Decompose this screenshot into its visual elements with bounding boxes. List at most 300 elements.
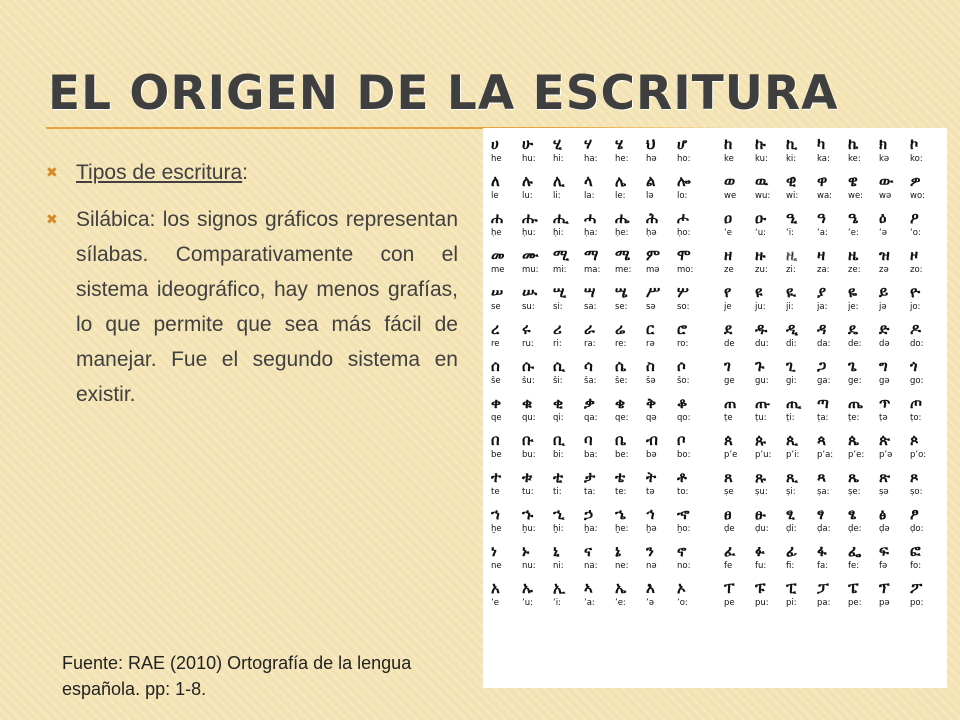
syllable-glyph: ል — [646, 172, 656, 190]
syllable-transliteration: gə — [879, 376, 890, 386]
syllable-glyph: ዛ — [817, 246, 826, 264]
syllable-transliteration: ʼi: — [553, 598, 561, 608]
syllable-transliteration: pʼo: — [910, 450, 927, 460]
syllable-transliteration: ʻa: — [817, 228, 828, 238]
syllable-glyph: ት — [646, 468, 657, 486]
syllabary-translit-row — [491, 376, 941, 393]
syllable-transliteration: gu: — [755, 376, 769, 386]
syllable-glyph: ፓ — [817, 579, 829, 597]
syllable-transliteration: ḍə — [879, 524, 890, 534]
syllable-glyph: ሴ — [615, 357, 627, 375]
syllable-glyph: ፅ — [879, 505, 887, 523]
syllable-transliteration: tu: — [522, 487, 534, 497]
syllable-glyph: ክ — [879, 135, 888, 153]
syllable-glyph: እ — [646, 579, 655, 597]
syllable-glyph: ፌ — [848, 542, 862, 560]
bullet-silabica — [46, 202, 458, 412]
syllable-glyph: ድ — [879, 320, 890, 338]
syllable-glyph: ፂ — [786, 505, 795, 523]
syllable-transliteration: ʻe — [724, 228, 732, 238]
syllable-glyph: ያ — [817, 283, 827, 301]
syllable-transliteration: go: — [910, 376, 924, 386]
syllable-glyph: ፁ — [755, 505, 766, 523]
syllable-transliteration: ḫə — [646, 524, 657, 534]
syllable-glyph: የ — [724, 283, 732, 301]
syllable-glyph: ጉ — [755, 357, 765, 375]
syllable-glyph: ይ — [879, 283, 889, 301]
syllable-transliteration: mi: — [553, 265, 567, 275]
syllable-glyph: ወ — [724, 172, 736, 190]
syllable-transliteration: ḍe: — [848, 524, 862, 534]
syllable-transliteration: bə — [646, 450, 657, 460]
column-gap — [708, 393, 724, 413]
syllable-glyph: ኮ — [910, 135, 919, 153]
syllable-glyph: ፄ — [848, 505, 857, 523]
syllable-glyph: ከ — [724, 135, 733, 153]
syllable-transliteration: ta: — [584, 487, 596, 497]
syllable-transliteration: də — [879, 339, 890, 349]
syllable-transliteration: pa: — [817, 598, 831, 608]
syllable-glyph: ሬ — [615, 320, 626, 338]
syllable-transliteration: ṭa: — [817, 413, 829, 423]
syllable-glyph: ሢ — [553, 283, 567, 301]
syllable-transliteration: mo: — [677, 265, 694, 275]
ethiopic-syllabary-image — [483, 128, 947, 688]
syllable-transliteration: su: — [522, 302, 535, 312]
syllable-transliteration: wa: — [817, 191, 833, 201]
column-gap — [708, 524, 724, 541]
syllable-transliteration: be: — [615, 450, 629, 460]
syllable-transliteration: ḍu: — [755, 524, 769, 534]
syllable-transliteration: pu: — [755, 598, 769, 608]
syllabary-glyph-row — [491, 467, 941, 487]
syllable-glyph: ኆ — [677, 505, 690, 523]
syllable-glyph: ኡ — [522, 579, 533, 597]
syllable-glyph: ዎ — [910, 172, 921, 190]
syllable-glyph: ዮ — [910, 283, 921, 301]
syllable-transliteration: ṣo: — [910, 487, 923, 497]
syllable-glyph: ላ — [584, 172, 593, 190]
syllable-glyph: ሔ — [615, 209, 630, 227]
source-citation: Fuente: RAE (2010) Ortografía de la lengua española. pp: 1-8. — [62, 653, 412, 699]
syllable-transliteration: zu: — [755, 265, 768, 275]
syllable-glyph: ፊ — [786, 542, 798, 560]
syllable-transliteration: sa: — [584, 302, 597, 312]
syllable-transliteration: ḫu: — [522, 524, 536, 534]
syllable-glyph: ለ — [491, 172, 500, 190]
syllable-glyph: ፋ — [817, 542, 827, 560]
syllable-glyph: ቤ — [615, 431, 627, 449]
syllable-transliteration: ḍi: — [786, 524, 797, 534]
syllable-glyph: ዔ — [848, 209, 859, 227]
syllable-transliteration: qə — [646, 413, 657, 423]
syllable-glyph: ጣ — [817, 394, 829, 412]
syllable-transliteration: ga: — [817, 376, 831, 386]
syllable-glyph: ሡ — [522, 283, 538, 301]
syllable-transliteration: le — [491, 191, 499, 201]
syllable-transliteration: wə — [879, 191, 892, 201]
syllable-transliteration: qo: — [677, 413, 691, 423]
syllable-glyph: ኂ — [553, 505, 565, 523]
syllable-glyph: ሱ — [522, 357, 535, 375]
column-gap — [708, 598, 724, 615]
syllable-glyph: ዋ — [817, 172, 828, 190]
syllable-glyph: ቂ — [553, 394, 564, 412]
bullet-list — [46, 155, 458, 424]
syllabary-translit-row — [491, 487, 941, 504]
syllable-glyph: ጋ — [817, 357, 827, 375]
syllable-glyph: ሎ — [677, 172, 691, 190]
syllable-transliteration: ḍo: — [910, 524, 924, 534]
syllable-transliteration: je — [724, 302, 732, 312]
syllable-glyph: ሮ — [677, 320, 687, 338]
syllable-glyph: ጊ — [786, 357, 796, 375]
syllable-transliteration: pʼa: — [817, 450, 834, 460]
bullet-heading-colon: : — [242, 161, 248, 184]
syllable-transliteration: du: — [755, 339, 769, 349]
syllable-glyph: ዝ — [879, 246, 890, 264]
syllable-glyph: ጌ — [848, 357, 857, 375]
syllable-glyph: ኄ — [615, 505, 626, 523]
syllabary-glyph-row — [491, 282, 941, 302]
syllable-glyph: ሚ — [553, 246, 570, 264]
syllable-transliteration: ʼe: — [615, 598, 626, 608]
column-gap — [708, 339, 724, 356]
syllable-glyph: ዊ — [786, 172, 797, 190]
syllable-transliteration: ra: — [584, 339, 596, 349]
syllable-glyph: ቅ — [646, 394, 657, 412]
syllable-glyph: ዙ — [755, 246, 766, 264]
syllabary-glyph-row — [491, 430, 941, 450]
syllable-transliteration: ti: — [553, 487, 562, 497]
syllable-transliteration: ʻu: — [755, 228, 766, 238]
syllable-glyph: ሀ — [491, 135, 499, 153]
syllable-transliteration: mu: — [522, 265, 539, 275]
syllabary-translit-row — [491, 228, 941, 245]
syllable-transliteration: ṭe — [724, 413, 733, 423]
syllable-transliteration: po: — [910, 598, 924, 608]
syllable-glyph: ሂ — [553, 135, 562, 153]
syllable-transliteration: ḥe: — [615, 228, 629, 238]
syllable-transliteration: me — [491, 265, 505, 275]
syllable-glyph: ዘ — [724, 246, 733, 264]
syllabary-translit-row — [491, 302, 941, 319]
syllable-glyph: ጻ — [817, 468, 827, 486]
syllable-glyph: ጢ — [786, 394, 802, 412]
syllable-glyph: ዑ — [755, 209, 767, 227]
syllable-transliteration: te: — [615, 487, 627, 497]
syllable-glyph: ሩ — [522, 320, 531, 338]
syllable-glyph: ጴ — [848, 431, 859, 449]
column-gap — [708, 450, 724, 467]
syllabary-translit-row — [491, 524, 941, 541]
syllable-transliteration: so: — [677, 302, 690, 312]
syllable-glyph: ሜ — [615, 246, 631, 264]
x-bullet-icon: ✖ — [46, 164, 58, 180]
syllable-glyph: ፍ — [879, 542, 889, 560]
column-gap — [708, 134, 724, 154]
syllable-glyph: ብ — [646, 431, 658, 449]
syllable-glyph: ኖ — [677, 542, 687, 560]
column-gap — [708, 191, 724, 208]
syllable-transliteration: lu: — [522, 191, 533, 201]
syllable-transliteration: wo: — [910, 191, 926, 201]
syllable-transliteration: ʼu: — [522, 598, 533, 608]
column-gap — [708, 356, 724, 376]
syllable-transliteration: ke: — [848, 154, 861, 164]
syllable-glyph: ኅ — [646, 505, 655, 523]
syllable-glyph: ሦ — [677, 283, 689, 301]
syllabary-translit-row — [491, 561, 941, 578]
syllable-transliteration: ṣu: — [755, 487, 768, 497]
syllable-transliteration: jə — [879, 302, 887, 312]
syllable-transliteration: pʼe: — [848, 450, 865, 460]
syllable-transliteration: bo: — [677, 450, 691, 460]
syllable-glyph: ዖ — [910, 209, 919, 227]
syllable-glyph: ቱ — [522, 468, 533, 486]
syllable-glyph: ጠ — [724, 394, 737, 412]
syllable-transliteration: ḍa: — [817, 524, 831, 534]
syllable-glyph: ፀ — [724, 505, 732, 523]
syllable-transliteration: ki: — [786, 154, 797, 164]
syllable-transliteration: ḫi: — [553, 524, 564, 534]
syllable-glyph: ኤ — [615, 579, 627, 597]
syllabary-translit-row — [491, 339, 941, 356]
syllable-glyph: ካ — [817, 135, 826, 153]
syllable-glyph: ታ — [584, 468, 596, 486]
syllable-glyph: ስ — [646, 357, 655, 375]
syllable-transliteration: fi: — [786, 561, 795, 571]
syllable-glyph: ቡ — [522, 431, 534, 449]
column-gap — [708, 154, 724, 171]
syllable-glyph: ቶ — [677, 468, 687, 486]
column-gap — [708, 282, 724, 302]
syllable-transliteration: še: — [615, 376, 628, 386]
x-bullet-icon: ✖ — [46, 211, 58, 227]
syllabary-glyph-row — [491, 245, 941, 265]
syllable-glyph: ተ — [491, 468, 502, 486]
syllable-glyph: ፒ — [786, 579, 797, 597]
syllabary-translit-row — [491, 598, 941, 615]
syllable-glyph: ን — [646, 542, 654, 560]
column-gap — [708, 413, 724, 430]
syllable-transliteration: no: — [677, 561, 691, 571]
syllable-transliteration: si: — [553, 302, 563, 312]
syllabary-glyph-row — [491, 319, 941, 339]
syllable-transliteration: ze — [724, 265, 734, 275]
syllable-glyph: ቁ — [522, 394, 533, 412]
syllable-transliteration: ba: — [584, 450, 598, 460]
syllable-glyph: ማ — [584, 246, 599, 264]
column-gap — [708, 430, 724, 450]
syllable-glyph: ኢ — [553, 579, 566, 597]
syllable-glyph: ኑ — [522, 542, 530, 560]
syllabary-glyph-row — [491, 356, 941, 376]
syllable-glyph: ገ — [724, 357, 731, 375]
syllable-transliteration: ru: — [522, 339, 534, 349]
syllable-transliteration: te — [491, 487, 500, 497]
syllable-transliteration: ne — [491, 561, 502, 571]
syllable-glyph: ጹ — [755, 468, 766, 486]
syllable-transliteration: ṭə — [879, 413, 888, 423]
syllable-transliteration: ro: — [677, 339, 689, 349]
syllabary-glyph-row — [491, 504, 941, 524]
syllabary-table — [491, 134, 941, 615]
syllable-transliteration: ḥu: — [522, 228, 536, 238]
syllable-transliteration: ge — [724, 376, 735, 386]
syllable-transliteration: ḥi: — [553, 228, 564, 238]
syllable-glyph: ጽ — [879, 468, 890, 486]
syllable-glyph: ቆ — [677, 394, 688, 412]
syllable-transliteration: qi: — [553, 413, 564, 423]
syllable-glyph: ፔ — [848, 579, 859, 597]
syllable-glyph: ሊ — [553, 172, 565, 190]
syllable-glyph: ቴ — [615, 468, 626, 486]
syllable-transliteration: še — [491, 376, 501, 386]
syllable-transliteration: se — [491, 302, 501, 312]
syllable-transliteration: fa: — [817, 561, 829, 571]
syllable-transliteration: we — [724, 191, 737, 201]
syllable-transliteration: ka: — [817, 154, 830, 164]
syllable-transliteration: zo: — [910, 265, 923, 275]
syllable-glyph: ሉ — [522, 172, 533, 190]
syllable-transliteration: šu: — [522, 376, 535, 386]
syllable-transliteration: le: — [615, 191, 626, 201]
syllable-glyph: ራ — [584, 320, 595, 338]
syllable-transliteration: šə — [646, 376, 656, 386]
syllable-glyph: ሕ — [646, 209, 659, 227]
syllable-glyph: ኬ — [848, 135, 859, 153]
syllable-transliteration: da: — [817, 339, 831, 349]
syllable-transliteration: nu: — [522, 561, 536, 571]
syllable-transliteration: do: — [910, 339, 924, 349]
column-gap — [708, 578, 724, 598]
syllable-transliteration: ḫa: — [584, 524, 598, 534]
syllable-transliteration: li: — [553, 191, 561, 201]
column-gap — [708, 376, 724, 393]
syllable-glyph: ሒ — [553, 209, 569, 227]
syllable-glyph: ጶ — [910, 431, 919, 449]
syllable-glyph: ቢ — [553, 431, 565, 449]
syllable-transliteration: pe — [724, 598, 735, 608]
syllable-transliteration: ṭu: — [755, 413, 767, 423]
column-gap — [708, 319, 724, 339]
syllable-glyph: ረ — [491, 320, 500, 338]
syllable-glyph: ሞ — [677, 246, 691, 264]
syllable-glyph: ጰ — [724, 431, 733, 449]
syllable-transliteration: za: — [817, 265, 830, 275]
column-gap — [708, 541, 724, 561]
syllable-glyph: ኃ — [584, 505, 594, 523]
syllable-glyph: ጾ — [910, 468, 919, 486]
syllable-transliteration: fe — [724, 561, 733, 571]
syllable-glyph: ጱ — [755, 431, 766, 449]
column-gap — [708, 467, 724, 487]
syllable-glyph: ሖ — [677, 209, 689, 227]
syllable-glyph: ጦ — [910, 394, 923, 412]
syllable-transliteration: pʼi: — [786, 450, 800, 460]
syllable-glyph: ፖ — [910, 579, 923, 597]
syllable-transliteration: ke — [724, 154, 734, 164]
syllable-transliteration: ge: — [848, 376, 862, 386]
syllable-glyph: ሥ — [646, 283, 661, 301]
syllable-transliteration: se: — [615, 302, 628, 312]
syllable-transliteration: ḍe — [724, 524, 735, 534]
syllable-glyph: ጥ — [879, 394, 891, 412]
syllable-glyph: ደ — [724, 320, 733, 338]
syllable-glyph: ፃ — [817, 505, 825, 523]
syllable-transliteration: ze: — [848, 265, 861, 275]
syllable-glyph: ፈ — [724, 542, 736, 560]
column-gap — [708, 245, 724, 265]
syllable-glyph: ሆ — [677, 135, 688, 153]
syllabary-translit-row — [491, 265, 941, 282]
syllable-transliteration: ʼo: — [677, 598, 688, 608]
syllable-transliteration: rə — [646, 339, 655, 349]
syllable-glyph: ፐ — [724, 579, 735, 597]
syllable-transliteration: de: — [848, 339, 862, 349]
syllable-transliteration: qe: — [615, 413, 629, 423]
syllable-glyph: ቦ — [677, 431, 686, 449]
syllable-transliteration: sə — [646, 302, 656, 312]
syllable-glyph: ጺ — [786, 468, 798, 486]
syllable-transliteration: ji: — [786, 302, 794, 312]
syllable-glyph: ቀ — [491, 394, 502, 412]
syllabary-translit-row — [491, 450, 941, 467]
syllable-transliteration: ʻo: — [910, 228, 921, 238]
syllable-transliteration: šo: — [677, 376, 690, 386]
syllable-glyph: ዲ — [786, 320, 798, 338]
syllabary-translit-row — [491, 413, 941, 430]
syllable-glyph: ሰ — [491, 357, 500, 375]
syllable-transliteration: ko: — [910, 154, 923, 164]
syllable-transliteration: to: — [677, 487, 689, 497]
syllable-transliteration: lə — [646, 191, 654, 201]
syllable-transliteration: jo: — [910, 302, 921, 312]
syllable-transliteration: ḫe — [491, 524, 502, 534]
syllable-transliteration: na: — [584, 561, 598, 571]
syllable-glyph: ፎ — [910, 542, 921, 560]
syllable-transliteration: zi: — [786, 265, 796, 275]
syllable-transliteration: ma: — [584, 265, 601, 275]
syllable-transliteration: la: — [584, 191, 595, 201]
syllable-transliteration: ṭe: — [848, 413, 860, 423]
syllable-glyph: ፑ — [755, 579, 766, 597]
syllable-glyph: ዕ — [879, 209, 887, 227]
syllabary-glyph-row — [491, 134, 941, 154]
syllable-transliteration: je: — [848, 302, 859, 312]
syllable-glyph: ኒ — [553, 542, 560, 560]
syllable-transliteration: zə — [879, 265, 889, 275]
syllable-glyph: ዬ — [848, 283, 858, 301]
syllable-glyph: ቄ — [615, 394, 626, 412]
syllable-transliteration: kə — [879, 154, 890, 164]
syllable-transliteration: pʼə — [879, 450, 893, 460]
syllable-transliteration: ši: — [553, 376, 563, 386]
syllabary-glyph-row — [491, 541, 941, 561]
syllable-glyph: ጵ — [879, 431, 890, 449]
syllable-glyph: ሪ — [553, 320, 562, 338]
syllable-transliteration: pʼe — [724, 450, 738, 460]
syllable-transliteration: ʼe — [491, 598, 499, 608]
syllable-glyph: ፕ — [879, 579, 890, 597]
syllable-glyph: ና — [584, 542, 592, 560]
syllabary-glyph-row — [491, 393, 941, 413]
syllable-glyph: ር — [646, 320, 655, 338]
syllable-transliteration: mə — [646, 265, 660, 275]
syllable-transliteration: fu: — [755, 561, 767, 571]
syllable-glyph: ሳ — [584, 357, 593, 375]
